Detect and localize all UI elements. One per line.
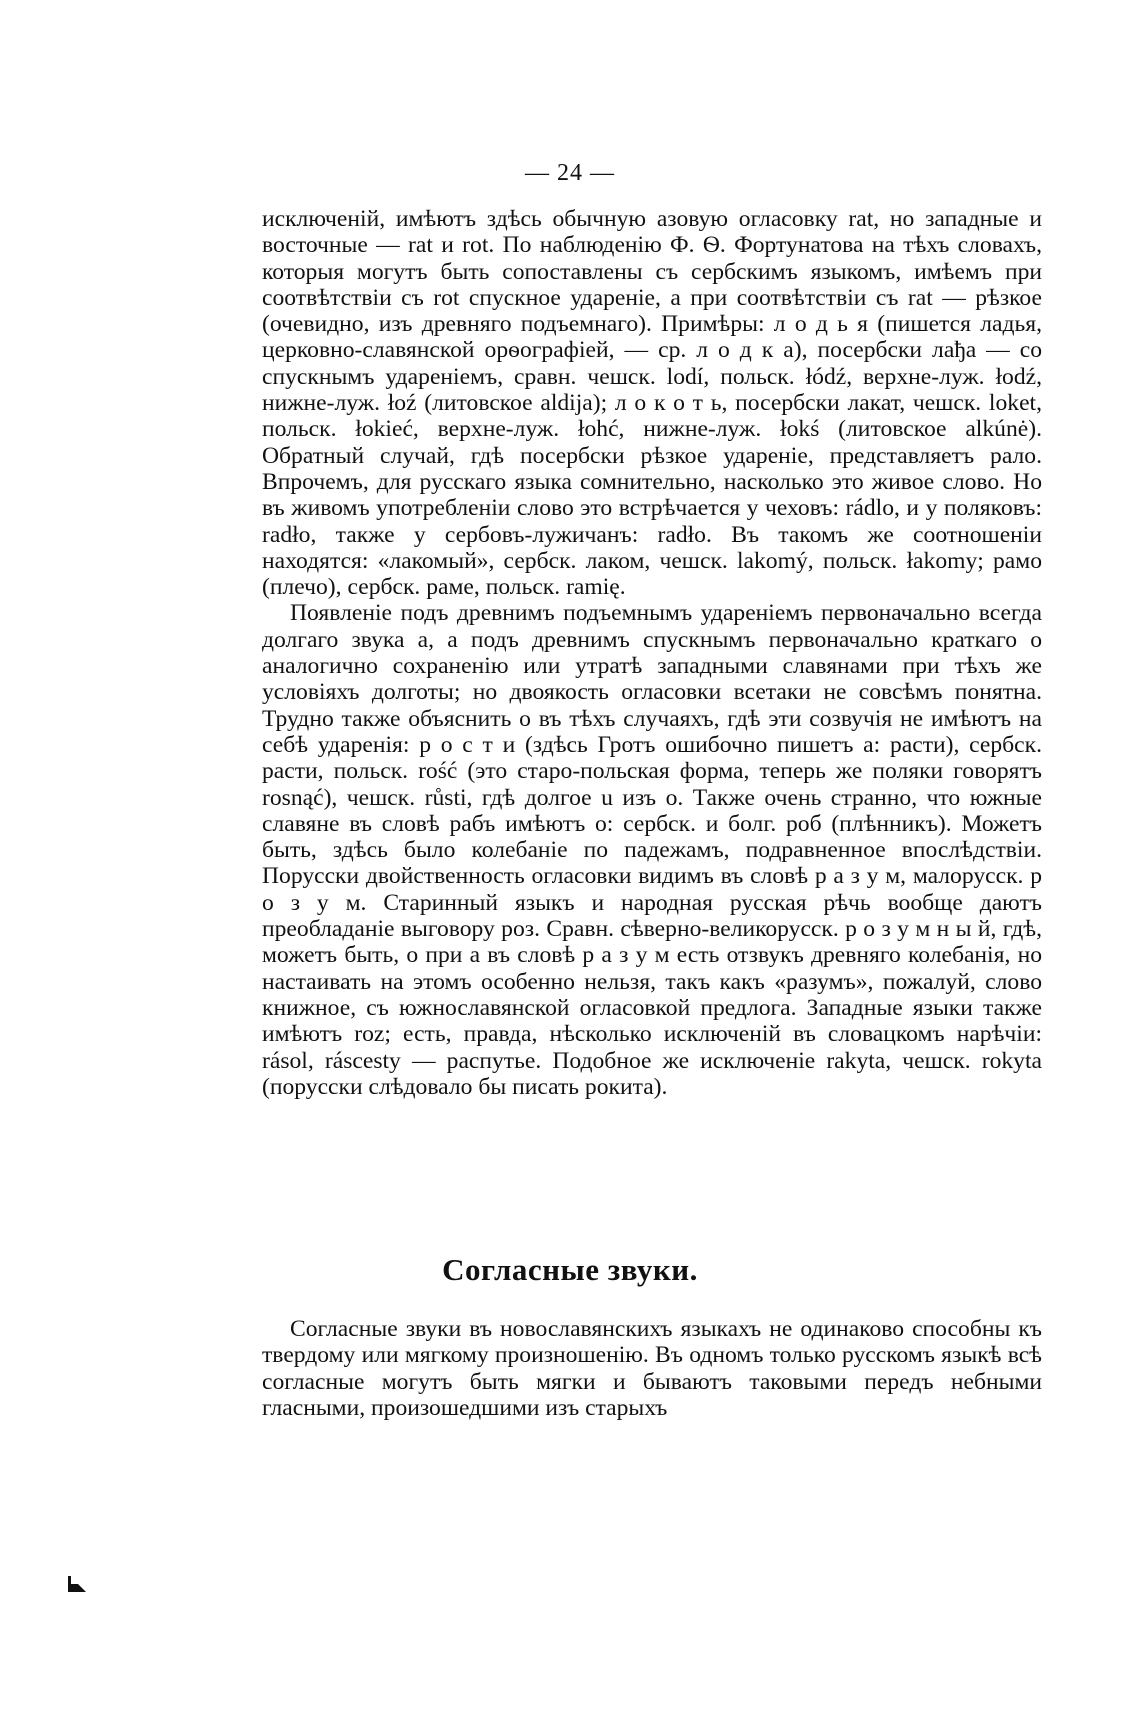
body-text — [262, 206, 1042, 1100]
page-number: — 24 — — [525, 160, 615, 186]
paragraph-1: исключеній, имѣютъ здѣсь обычную азовую огласовку rat, но западные и восточные — rat и rot. По наблюденію Ф. Ѳ. Фортунатова на тѣхъ словахъ, которыя могутъ быть сопоставлены съ сербскимъ языкомъ, имѣемъ при соотвѣтствіи съ rot спускное удареніе, а при соотвѣтствіи съ rat — рѣзкое (очевидно, изъ древняго подъемнаго). Примѣры: л о д ь я (пишется ладья, церковно-славянской орѳографіей, — ср. л о д к а), посербски лађа — со спускнымъ удареніемъ, сравн. чешск. lodí, польск. łódź, верхне-луж. łodź, нижне-луж. łoź (литовское aldija); л о к о т ь, посербски лакат, чешск. loket, польск. łokieć, верхне-луж. łohć, нижне-луж. łokś (литовское alkúnė). Обратный случай, гдѣ посербски рѣзкое удареніе, представляетъ рало. Впрочемъ, для русскаго языка сомнительно, насколько это живое слово. Но въ живомъ употребленіи слово это встрѣчается у чеховъ: rádlo, и у поляковъ: radło, также у сербовъ-лужичанъ: radło. Въ такомъ же соотношеніи находятся: «лакомый», сербск. лаком, чешск. lakomý, польск. łakomy; рамо (плечо), сербск. раме, польск. ramię. — [262, 206, 1042, 601]
paragraph-2: Появленіе подъ древнимъ подъемнымъ удареніемъ первоначально всегда долгаго звука а, а подъ древнимъ спускнымъ первоначально краткаго о аналогично сохраненію или утратѣ западными славянами при тѣхъ же условіяхъ долготы; но двоякость огласовки всетаки не совсѣмъ понятна. Трудно также объяснить о въ тѣхъ случаяхъ, гдѣ эти созвучія не имѣютъ на себѣ ударенія: р о с т и (здѣсь Гротъ ошибочно пишетъ а: расти), сербск. расти, польск. rość (это старо-польская форма, теперь же поляки говорятъ rosnąć), чешск. růsti, гдѣ долгое u изъ о. Также очень странно, что южные славяне въ словѣ рабъ имѣютъ о: сербск. и болг. роб (плѣнникъ). Можетъ быть, здѣсь было колебаніе по падежамъ, подравненное впослѣдствіи. Порусски двойственность огласовки видимъ въ словѣ р а з у м, малорусск. р о з у м. Старинный языкъ и народная русская рѣчь вообще даютъ преобладаніе выговору роз. Сравн. сѣверно-великорусск. р о з у м н ы й, гдѣ, можетъ быть, о при а въ словѣ р а з у м есть отзвукъ древняго колебанія, но настаивать на этомъ особенно нельзя, такъ какъ «разумъ», пожалуй, слово книжное, съ южнославянской огласовкой предлога. Западные языки также имѣютъ roz; есть, правда, нѣсколько исключеній въ словацкомъ нарѣчіи: rásol, rásceѕty — распутье. Подобное же исключеніе rakyta, чешск. rokyta (порусски слѣдовало бы писать рокита). — [262, 600, 1042, 1100]
printer-mark-icon — [66, 1574, 88, 1594]
section-paragraph: Согласные звуки въ новославянскихъ языкахъ не одинаково способны къ твердому или мягкому произношенію. Въ одномъ только русскомъ языкѣ всѣ согласные могутъ быть мягки и бываютъ таковыми передъ небными гласными, произошедшими изъ старыхъ — [262, 1316, 1042, 1421]
section-body — [262, 1316, 1042, 1421]
section-heading: Согласные звуки. — [442, 1252, 698, 1287]
